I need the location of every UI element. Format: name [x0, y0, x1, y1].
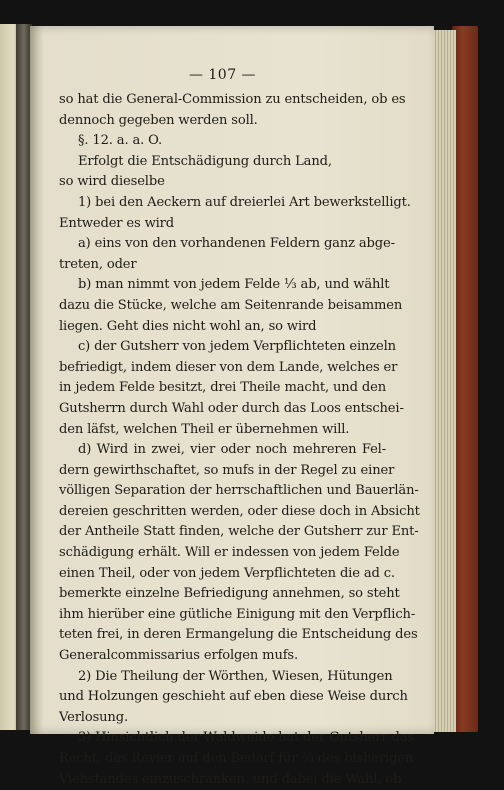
page-number: — 107 — — [188, 67, 257, 83]
text-line: liegen. Geht dies nicht wohl an, so wird — [59, 318, 317, 334]
text-line: b) man nimmt von jedem Felde ⅓ ab, und wählt — [78, 277, 390, 293]
text-line: 1) bei den Aeckern auf dreierlei Art bewerkstelligt. — [78, 194, 411, 210]
text-lines — [59, 90, 420, 790]
text-line: 3) Hinsichtlich der Waldweide hat der Gutsherr das — [78, 730, 414, 746]
text-line: dereien geschritten werden, oder diese doch in Absicht — [59, 503, 420, 519]
text-line: Generalcommissarius erfolgen mufs. — [59, 648, 299, 664]
text-line: Verlosung. — [59, 709, 128, 725]
text-line: dazu die Stücke, welche am Seitenrande beisammen — [59, 297, 403, 313]
text-line: Viehstandes einzuschränken, und dabei die Wahl, ob — [59, 771, 402, 787]
text-line: Recht, das Revier auf den Bedarf für ⅔ des bisherigen — [59, 751, 414, 766]
book-page — [30, 26, 434, 787]
text-line: d) Wird in zwei, vier oder noch mehreren Fel- — [78, 442, 386, 458]
text-line: so wird dieselbe — [59, 174, 165, 190]
text-line: der Antheile Statt finden, welche der Gutsherr zur Ent- — [59, 524, 419, 540]
text-line: 2) Die Theilung der Wörthen, Wiesen, Hütungen — [78, 668, 393, 684]
text-line: c) der Gutsherr von jedem Verpflichteten einzeln — [78, 339, 396, 355]
text-line: treten, oder — [59, 256, 137, 272]
text-line: bemerkte einzelne Befriedigung annehmen, so steht — [59, 586, 400, 602]
text-line: und Holzungen geschieht auf eben diese Weise durch — [59, 689, 408, 705]
text-line: ihm hierüber eine gütliche Einigung mit den Verpflich- — [59, 606, 416, 622]
text-line: a) eins von den vorhandenen Feldern ganz abge- — [78, 236, 395, 252]
text-line: dern gewirthschaftet, so mufs in der Regel zu einer — [59, 462, 395, 478]
text-line: Entweder es wird — [59, 215, 175, 231]
text-line: Erfolgt die Entschädigung durch Land, — [78, 153, 332, 169]
text-line: in jedem Felde besitzt, drei Theile macht, und den — [59, 380, 386, 396]
text-line: so hat die General-Commission zu entscheiden, ob es — [59, 92, 406, 107]
text-line: Gutsherrn durch Wahl oder durch das Loos entschei- — [59, 400, 404, 416]
text-line: §. 12. a. a. O. — [78, 133, 162, 149]
text-line: teten frei, in deren Ermangelung die Entscheidung des — [59, 627, 418, 643]
text-line: befriedigt, indem dieser von dem Lande, welches er — [59, 359, 398, 375]
text-line: schädigung erhält. Will er indessen von jedem Felde — [59, 545, 400, 561]
text-line: einen Theil, oder von jedem Verpflichteten die ad c. — [59, 565, 395, 581]
text-line: völligen Separation der herrschaftlichen und Bauerlän- — [59, 483, 419, 499]
page-text-block — [59, 64, 420, 790]
text-line: den läfst, welchen Theil er übernehmen will. — [59, 421, 350, 437]
text-line: dennoch gegeben werden soll. — [59, 112, 258, 128]
